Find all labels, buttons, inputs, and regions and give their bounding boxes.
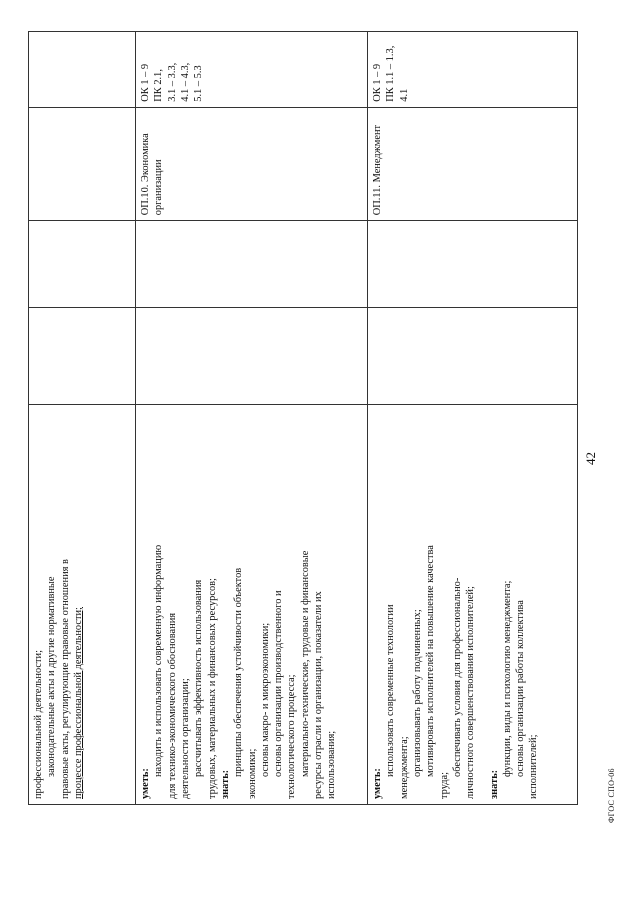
competency-item: ПК 1.1 – 1.3,: [385, 45, 397, 102]
text-line: деятельности организации;: [179, 678, 191, 799]
text-line: трудовых, материальных и финансовых ресурсов;: [206, 578, 218, 799]
empty-cell: [29, 32, 136, 108]
text-line: личностного совершенствования исполнителей;: [465, 586, 477, 799]
text-line: основы макро- и микроэкономики;: [259, 622, 271, 777]
document-code: ФГОС СПО-06: [607, 768, 616, 823]
competency-item: ОК 1 – 9: [140, 63, 151, 102]
table-row: [136, 32, 368, 805]
competency-item: 5.1 – 5.3: [193, 65, 205, 102]
text-line: основы организации производственного и: [273, 590, 285, 777]
text-line: принципы обеспечения устойчивости объектов: [233, 567, 245, 777]
knowledge-cell: [136, 405, 368, 805]
text-line: технологического процесса;: [286, 674, 298, 799]
table-row: [29, 32, 136, 805]
text-line: менеджмента;: [398, 736, 410, 799]
discipline-name: ОП.10. Экономика организации: [140, 133, 165, 216]
competency-item: ОК 1 – 9: [372, 63, 383, 102]
text-line: исполнителей;: [528, 734, 540, 799]
text-line: процессе профессиональной деятельности;: [72, 607, 84, 799]
text-line: рассчитывать эффективность использования: [193, 579, 205, 777]
umet-label: уметь:: [140, 768, 151, 799]
text-line: находить и использовать современную информацию: [153, 544, 165, 777]
text-line: обеспечивать условия для профессионально-: [451, 577, 463, 777]
discipline-cell: [136, 107, 368, 221]
empty-cell: [29, 307, 136, 404]
text-line: организовывать работу подчиненных;: [411, 609, 423, 777]
discipline-cell: [368, 107, 578, 221]
competency-item: 4.1 – 4.3,: [179, 62, 191, 102]
empty-cell: [29, 221, 136, 307]
umet-label: уметь:: [372, 768, 383, 799]
znat-label: знать:: [219, 769, 231, 799]
competency-item: ПК 2.1,: [153, 69, 165, 102]
text-line: труда;: [438, 771, 450, 799]
text-line: функции, виды и психологию менеджмента;: [501, 580, 513, 777]
competencies-cell: [136, 32, 368, 108]
text-line: ресурсы отрасли и организации, показатели их: [313, 591, 325, 799]
knowledge-cell: [29, 405, 136, 805]
text-line: мотивировать исполнителей на повышение качества: [425, 545, 437, 777]
empty-cell: [368, 307, 578, 404]
empty-cell: [368, 221, 578, 307]
competency-item: 3.1 – 3.3,: [166, 62, 178, 102]
text-line: для технико-экономического обоснования: [166, 612, 178, 799]
text-line: профессиональной деятельности;: [33, 649, 44, 799]
competency-item: 4.1: [398, 88, 410, 102]
empty-cell: [136, 307, 368, 404]
text-line: материально-технические, трудовые и финансовые: [299, 550, 311, 777]
text-line: использования;: [326, 730, 338, 799]
competencies-cell: [368, 32, 578, 108]
text-line: основы организации работы коллектива: [515, 600, 527, 777]
table-row: [368, 32, 578, 805]
empty-cell: [136, 221, 368, 307]
curriculum-table: [28, 31, 578, 805]
text-line: правовые акты, регулирующие правовые отношения в: [59, 559, 71, 799]
page-number: 42: [583, 452, 598, 465]
discipline-name: ОП.11. Менеджмент: [372, 124, 383, 216]
knowledge-cell: [368, 405, 578, 805]
znat-label: знать:: [488, 769, 500, 799]
text-line: экономики;: [246, 748, 258, 799]
text-line: законодательные акты и другие нормативные: [46, 576, 58, 777]
text-line: использовать современные технологии: [385, 604, 397, 777]
empty-cell: [29, 107, 136, 221]
